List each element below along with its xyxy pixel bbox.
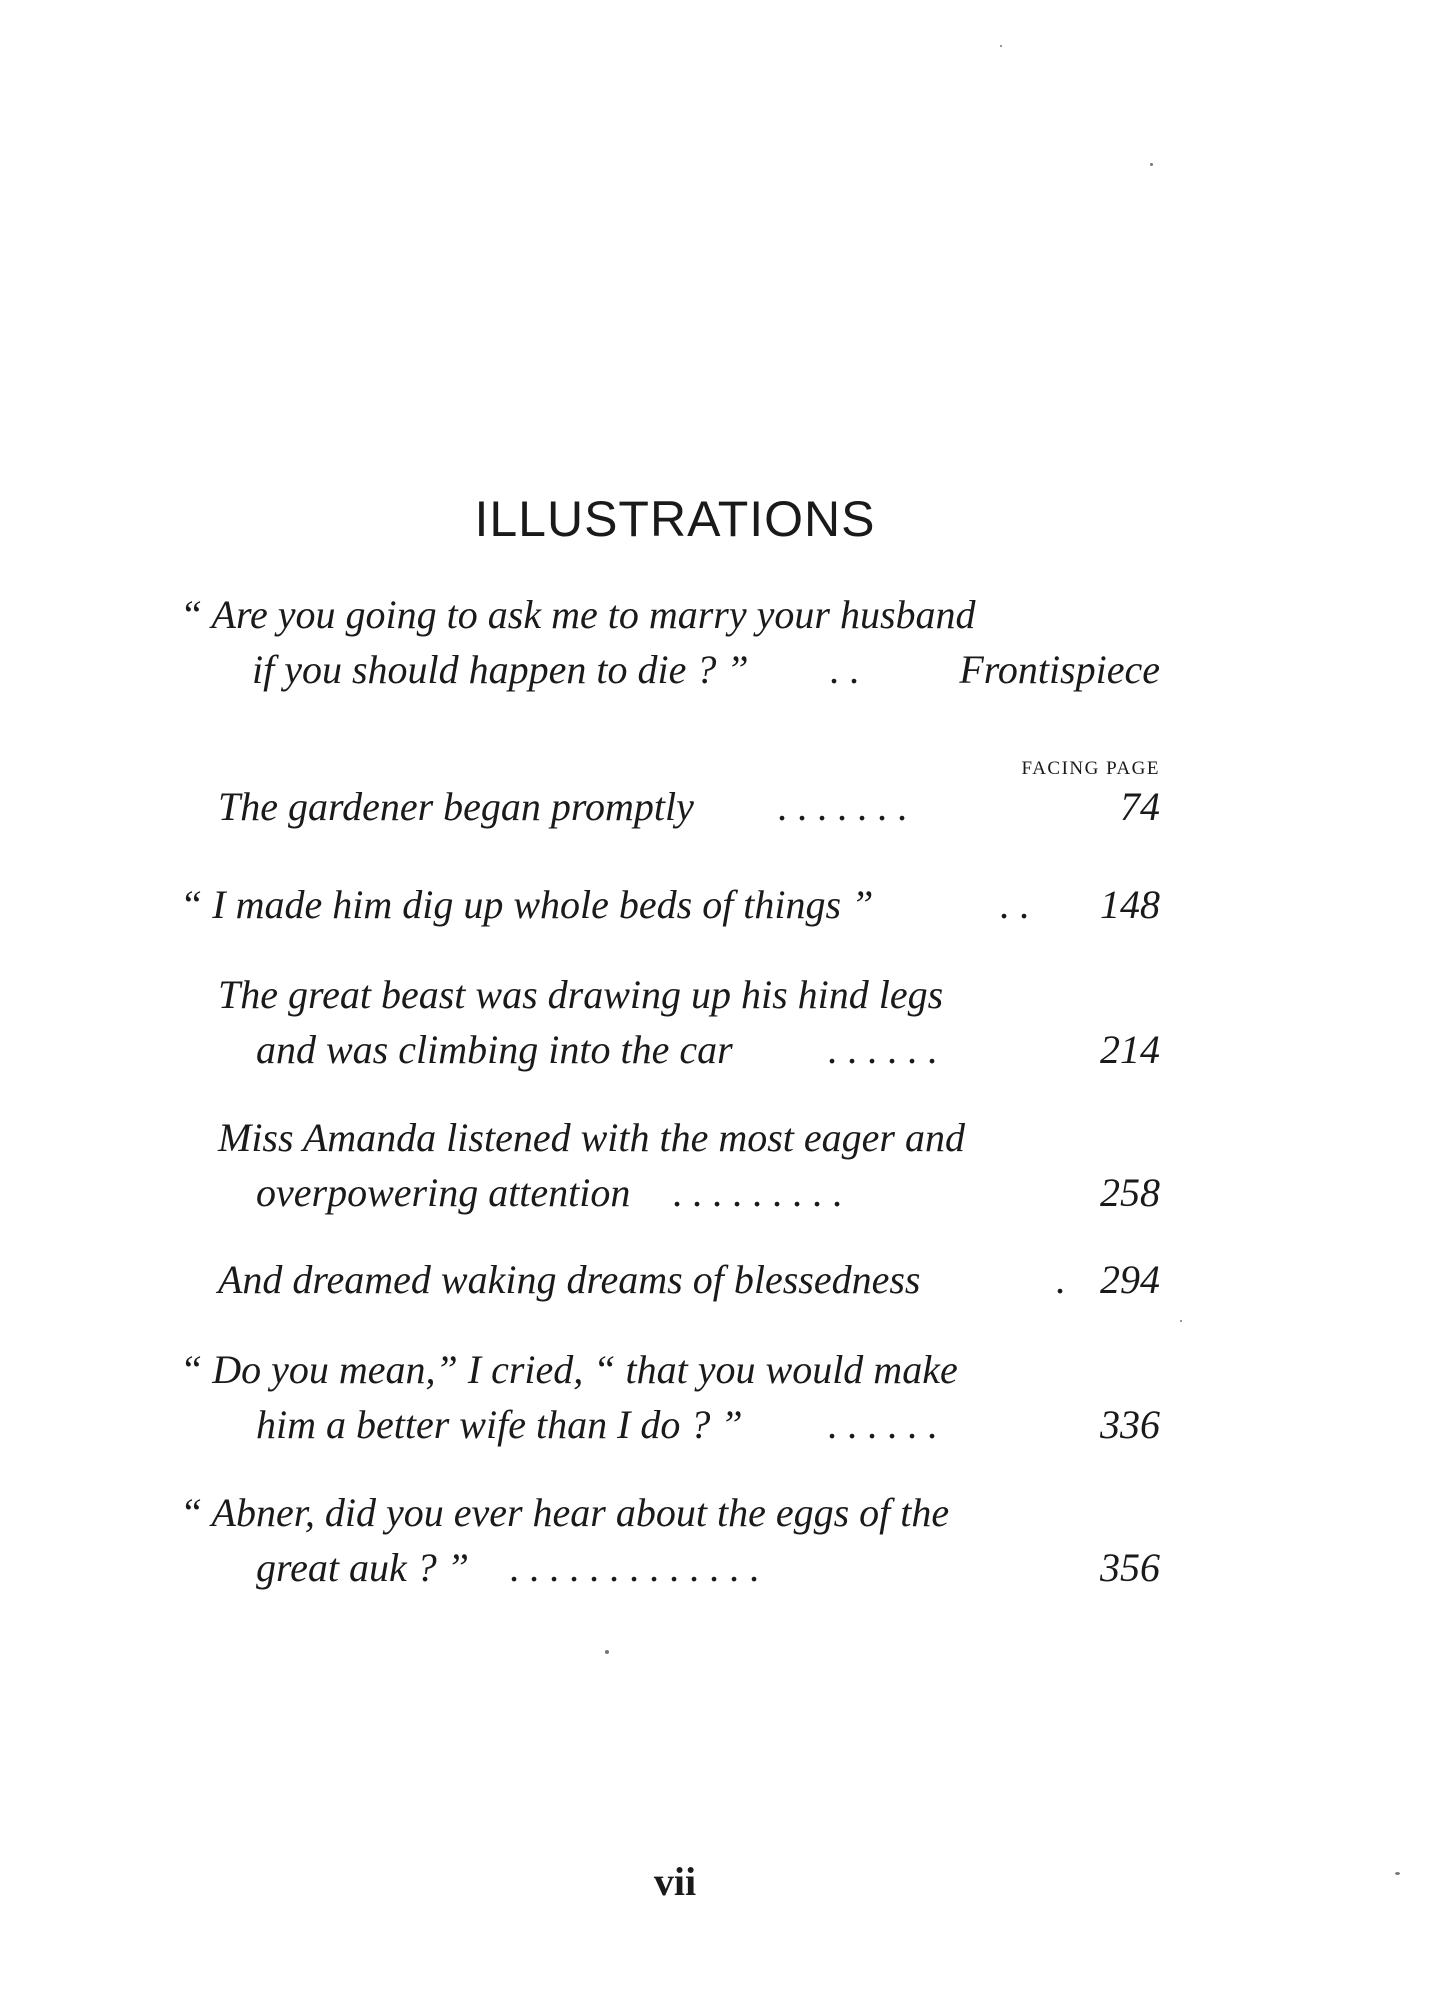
illustration-entry — [180, 1345, 1160, 1455]
entry-line-1: “ I made him dig up whole beds of things ” — [180, 882, 874, 927]
dot-leader: . . . . . . — [828, 1027, 938, 1072]
entry-line-2: and was climbing into the car — [256, 1027, 733, 1072]
entry-line-1: The gardener began promptly — [218, 784, 694, 829]
scan-speck — [1000, 45, 1002, 47]
entry-line-1: “ Abner, did you ever hear about the eggs of the — [180, 1490, 950, 1535]
entry-page: 258 — [1100, 1170, 1160, 1215]
dot-leader: . . . . . . . . . . . . . — [510, 1545, 760, 1590]
scan-speck — [1180, 1320, 1182, 1322]
dot-leader: . . — [1000, 882, 1030, 927]
entry-line-1: The great beast was drawing up his hind legs — [218, 972, 944, 1017]
entry-page: Frontispiece — [959, 647, 1160, 692]
entry-page: 356 — [1100, 1545, 1160, 1590]
entry-line-1: “ Are you going to ask me to marry your husband — [180, 592, 976, 637]
dot-leader: . — [1056, 1257, 1066, 1302]
scan-speck — [605, 1650, 609, 1654]
illustration-entry — [218, 1255, 1160, 1310]
page-title: ILLUSTRATIONS — [474, 491, 876, 547]
illustration-entry — [218, 970, 1160, 1080]
entry-page: 148 — [1100, 882, 1160, 927]
entry-line-2: great auk ? ” — [256, 1545, 469, 1590]
entry-line-1: And dreamed waking dreams of blessedness — [218, 1257, 921, 1302]
illustration-entry — [218, 1113, 1160, 1223]
entry-line-1: Miss Amanda listened with the most eager and — [218, 1115, 965, 1160]
entry-line-2: overpowering attention — [256, 1170, 631, 1215]
scan-speck — [1395, 1872, 1400, 1875]
entry-line-1: “ Do you mean,” I cried, “ that you would make — [180, 1347, 958, 1392]
facing-page-label: FACING PAGE — [1021, 758, 1160, 779]
dot-leader: . . . . . . . . . — [673, 1170, 843, 1215]
dot-leader: . . . . . . — [828, 1402, 938, 1447]
entry-page: 294 — [1100, 1257, 1160, 1302]
entry-page: 214 — [1100, 1027, 1160, 1072]
illustration-entry — [180, 1488, 1160, 1598]
entry-line-2: him a better wife than I do ? ” — [256, 1402, 743, 1447]
entry-page: 74 — [1120, 784, 1160, 829]
scan-speck — [1150, 163, 1153, 166]
entry-page: 336 — [1100, 1402, 1160, 1447]
illustration-entry — [180, 880, 1160, 935]
page-number: vii — [653, 1859, 697, 1904]
illustration-entry — [218, 782, 1160, 837]
illustration-entry — [180, 590, 1160, 700]
dot-leader: . . . . . . . — [778, 784, 908, 829]
entry-line-2: if you should happen to die ? ” — [252, 647, 749, 692]
dot-leader: . . — [830, 647, 860, 692]
